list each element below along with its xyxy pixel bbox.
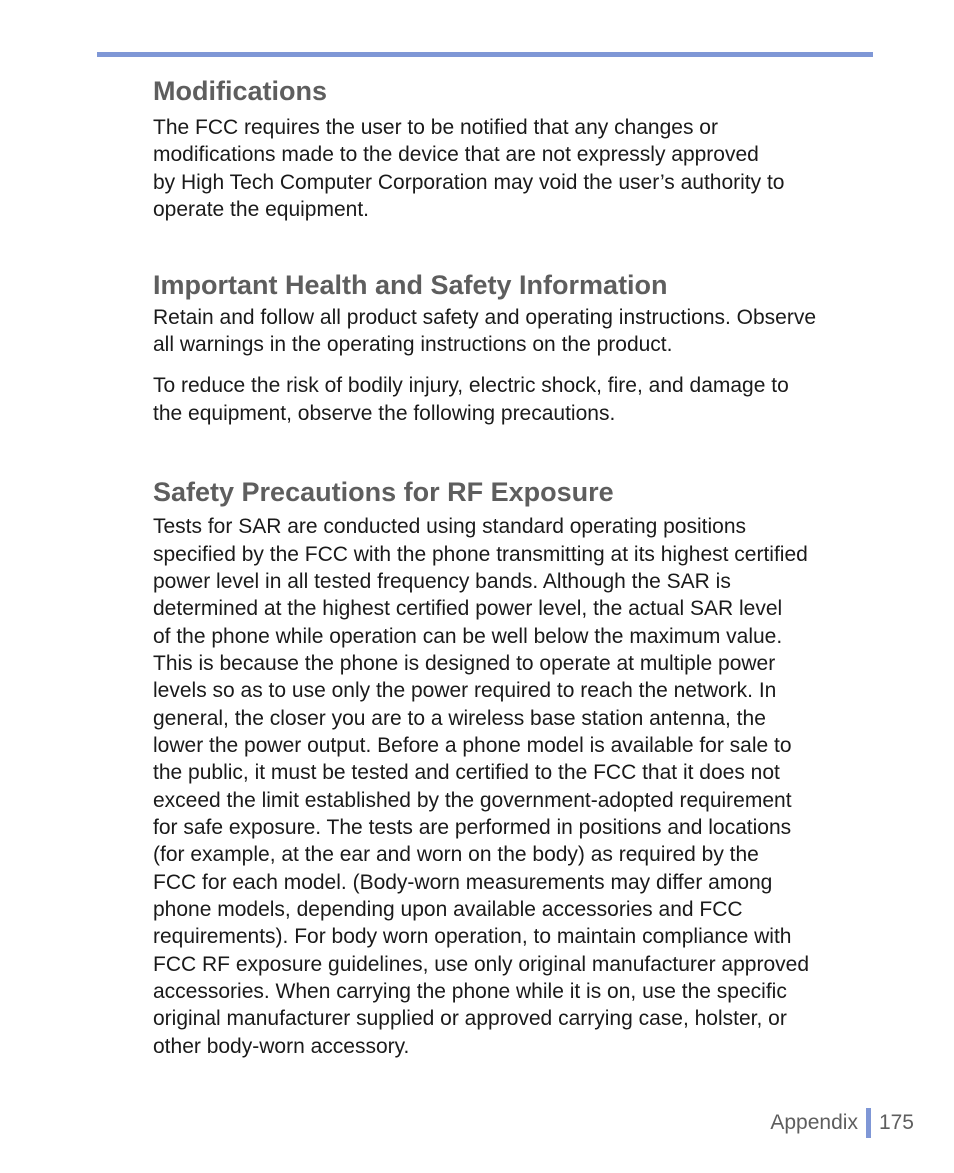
body-paragraph: To reduce the risk of bodily injury, electric shock, fire, and damage to the equipment, observe the following precautions.	[153, 374, 789, 425]
footer-section-label: Appendix	[770, 1111, 858, 1134]
footer-divider-bar	[866, 1108, 871, 1138]
section-rf-exposure	[153, 475, 875, 1060]
section-health-safety	[153, 268, 875, 428]
body-paragraph: Tests for SAR are conducted using standard operating positions specified by the FCC with the phone transmitting at its highest certified power level in all tested frequency bands. Although the SAR is determined at the highest certified power level, the actual SAR level of the phone while operation can be well below the maximum value. This is because the phone is designed to operate at multiple power levels so as to use only the power required to reach the network. In general, the closer you are to a wireless base station antenna, the lower the power output. Before a phone model is available for sale to the public, it must be tested and certified to the FCC that it does not exceed the limit established by the government-adopted requirement for safe exposure. The tests are performed in positions and locations (for example, at the ear and worn on the body) as required by the FCC for each model. (Body-worn measurements may differ among phone models, depending upon available accessories and FCC requirements). For body worn operation, to maintain compliance with FCC RF exposure guidelines, use only original manufacturer approved accessories. When carrying the phone while it is on, use the specific original manufacturer supplied or approved carrying case, holster, or other body-worn accessory.	[153, 515, 810, 1058]
section-modifications	[153, 74, 875, 224]
header-accent-rule	[97, 52, 873, 57]
body-paragraph: The FCC requires the user to be notified that any changes or modifications made to the device that are not expressly approved by High Tech Computer Corporation may void the user’s authority to operate the equipment.	[153, 116, 785, 222]
section-heading: Safety Precautions for RF Exposure	[153, 477, 614, 508]
section-heading: Important Health and Safety Information	[153, 269, 668, 300]
body-paragraph: Retain and follow all product safety and operating instructions. Observe all warnings in the operating instructions on the product.	[153, 305, 817, 357]
page-content	[153, 74, 875, 1060]
page-number: 175	[878, 1111, 914, 1134]
page-footer	[770, 1108, 914, 1138]
section-heading: Modifications	[153, 76, 327, 106]
